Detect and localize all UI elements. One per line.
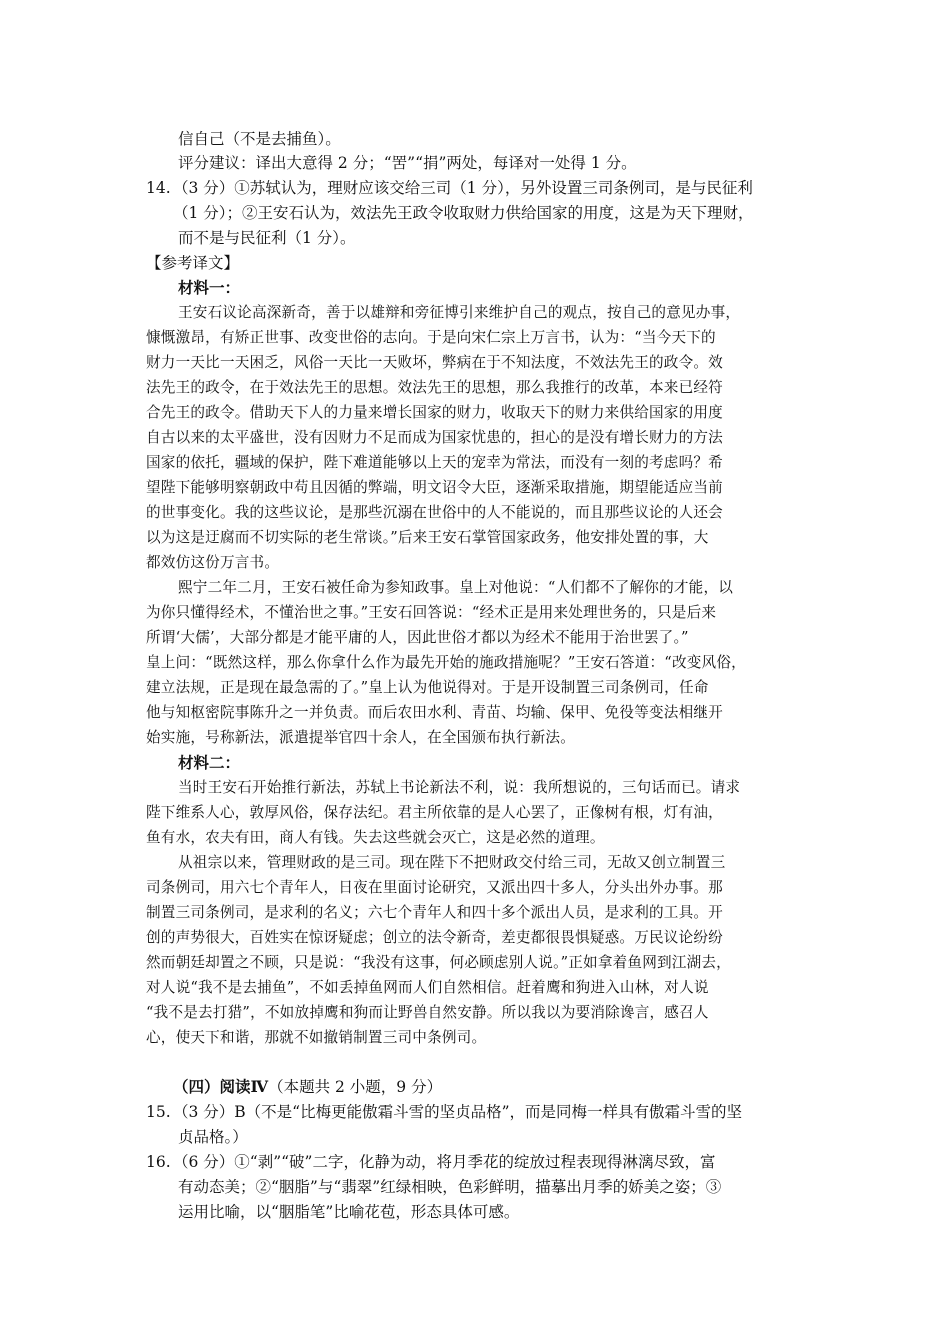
material-1-title: 材料一： — [178, 278, 241, 297]
material-2-line: 鱼有水，农夫有田，商人有钱。失去这些就会灭亡，这是必然的道理。 — [146, 829, 605, 846]
q15-line-1: （3 分）B（不是“比梅更能傲霜斗雪的坚贞品格”，而是同梅一样具有傲霜斗雪的坚 — [173, 1103, 743, 1121]
material-2-line: 制置三司条例司，是求利的名义；六七个青年人和四十多个派出人员，是求利的工具。开 — [146, 904, 723, 921]
question-number-14: 14. — [146, 179, 171, 197]
material-1-line: 皇上问：“既然这样，那么你拿什么作为最先开始的施政措施呢？”王安石答道：“改变风俗， — [146, 654, 746, 671]
answer-continuation: 信自己（不是去捕鱼）。 — [178, 130, 341, 148]
material-1-line: 的世事变化。我的这些议论，是那些沉溺在世俗中的人不能说的，而且那些议论的人还会 — [146, 504, 723, 521]
q16-line-3: 运用比喻，以“胭脂笔”比喻花苞，形态具体可感。 — [178, 1203, 520, 1221]
material-2-line: 陛下维系人心，敦厚风俗，保存法纪。君主所依靠的是人心罢了，正像树有根，灯有油， — [146, 804, 723, 821]
material-1-line: 国家的依托，疆域的保护，陛下难道能够以上天的宠幸为常法，而没有一刻的考虑吗？希 — [146, 454, 723, 471]
q15-line-2: 贞品格。） — [178, 1128, 248, 1146]
q16-line-2: 有动态美；②“胭脂”与“翡翠”红绿相映，色彩鲜明，描摹出月季的娇美之姿；③ — [178, 1178, 722, 1196]
material-2-line: 对人说“我不是去捕鱼”，不如丢掉鱼网而人们自然相信。赶着鹰和狗进入山林，对人说 — [146, 979, 709, 996]
section-4-title: （四）阅读Ⅳ — [173, 1077, 269, 1096]
material-2-line: 创的声势很大，百姓实在惊讶疑虑；创立的法令新奇，差吏都很畏惧疑惑。万民议论纷纷 — [146, 929, 723, 946]
material-2-line: 从祖宗以来，管理财政的是三司。现在陛下不把财政交付给三司，无故又创立制置三 — [178, 854, 726, 871]
material-2-line: 心，使天下和谐，那就不如撤销制置三司中条例司。 — [146, 1029, 487, 1046]
material-1-line: 法先王的政令，在于效法先王的思想。效法先王的思想，那么我推行的改革，本来已经符 — [146, 379, 723, 396]
q14-line-2: （1 分）；②王安石认为，效法先王政令收取财力供给国家的用度，这是为天下理财， — [173, 204, 754, 222]
material-1-line: 财力一天比一天困乏，风俗一天比一天败坏，弊病在于不知法度，不效法先王的政令。效 — [146, 354, 723, 371]
section-4-subtitle: （本题共 2 小题，9 分） — [268, 1078, 443, 1096]
material-1-line: 始实施，号称新法，派遣提举官四十余人，在全国颁布执行新法。 — [146, 729, 576, 746]
material-1-line: 自古以来的太平盛世，没有因财力不足而成为国家忧患的，担心的是没有增长财力的方法 — [146, 429, 723, 446]
q16-line-1: （6 分）①“剥”“破”二字，化静为动，将月季花的绽放过程表现得淋漓尽致，富 — [173, 1153, 716, 1171]
material-2-title: 材料二： — [178, 753, 241, 772]
q14-line-3: 而不是与民征利（1 分）。 — [178, 229, 356, 247]
scoring-note: 评分建议：译出大意得 2 分；“罟”“捐”两处，每译对一处得 1 分。 — [178, 154, 637, 172]
question-number-15: 15. — [146, 1103, 171, 1121]
material-1-line: 建立法规，正是现在最急需的了。”皇上认为他说得对。于是开设制置三司条例司，任命 — [146, 679, 709, 696]
material-2-line: 司条例司，用六七个青年人，日夜在里面讨论研究，又派出四十多人，分头出外办事。那 — [146, 879, 723, 896]
material-1-line: 所谓‘大儒’，大部分都是才能平庸的人，因此世俗才都以为经术不能用于治世罢了。” — [146, 629, 689, 646]
material-2-line: 然而朝廷却置之不顾，只是说：“我没有这事，何必顾虑别人说。”正如拿着鱼网到江湖去， — [146, 954, 731, 971]
material-1-line: 熙宁二年二月，王安石被任命为参知政事。皇上对他说：“人们都不了解你的才能，以 — [178, 579, 734, 596]
reference-heading: 【参考译文】 — [146, 254, 240, 272]
question-number-16: 16. — [146, 1153, 171, 1171]
material-1-line: 他与知枢密院事陈升之一并负责。而后农田水利、青苗、均输、保甲、免役等变法相继开 — [146, 704, 723, 721]
material-1-line: 合先王的政令。借助天下人的力量来增长国家的财力，收取天下的财力来供给国家的用度 — [146, 404, 723, 421]
section-4-heading — [173, 1076, 442, 1098]
material-2-line: “我不是去打猎”，不如放掉鹰和狗而让野兽自然安静。所以我以为要消除谗言，感召人 — [146, 1004, 709, 1021]
material-2-line: 当时王安石开始推行新法，苏轼上书论新法不利，说：我所想说的，三句话而已。请求 — [178, 779, 741, 796]
q14-line-1: （3 分）①苏轼认为，理财应该交给三司（1 分），另外设置三司条例司，是与民征利 — [173, 179, 753, 197]
material-1-line: 慷慨激昂，有矫正世事、改变世俗的志向。于是向宋仁宗上万言书，认为：“当今天下的 — [146, 329, 716, 346]
material-1-line: 以为这是迂腐而不切实际的老生常谈。”后来王安石掌管国家政务，他安排处置的事，大 — [146, 529, 709, 546]
material-1-line: 为你只懂得经术，不懂治世之事。”王安石回答说：“经术正是用来处理世务的，只是后来 — [146, 604, 717, 621]
material-1-line: 王安石议论高深新奇，善于以雄辩和旁征博引来维护自己的观点，按自己的意见办事， — [178, 304, 741, 321]
material-1-line: 都效仿这份万言书。 — [146, 554, 280, 571]
material-1-line: 望陛下能够明察朝政中苟且因循的弊端，明文诏令大臣，逐渐采取措施，期望能适应当前 — [146, 479, 723, 496]
